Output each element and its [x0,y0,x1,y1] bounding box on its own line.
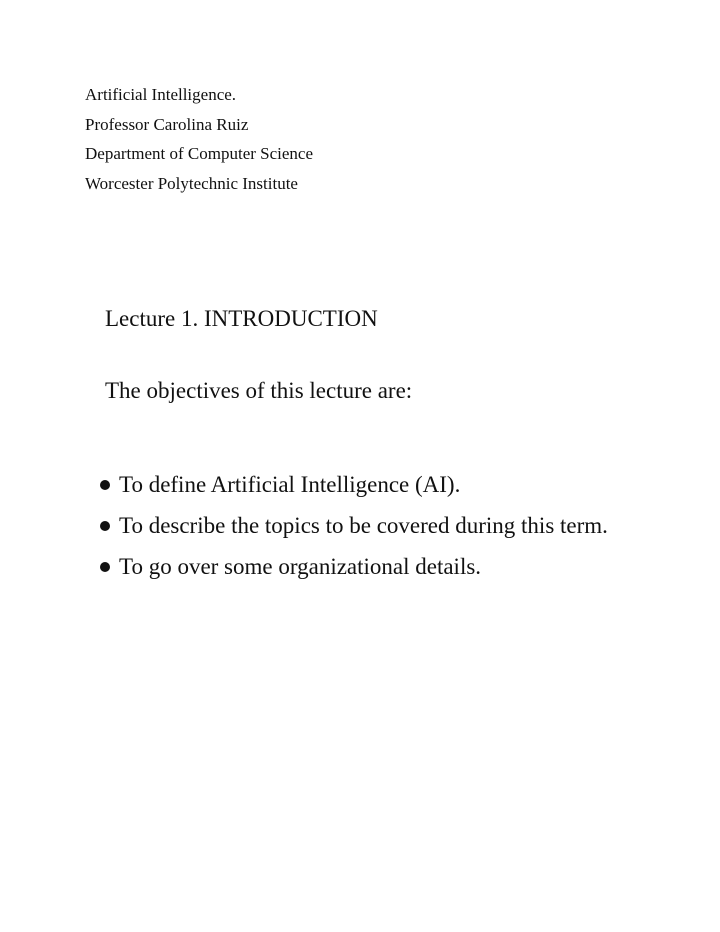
bullet-icon [100,562,110,572]
objective-item [100,546,608,587]
objective-text: To define Artificial Intelligence (AI). [119,472,461,497]
department-name: Department of Computer Science [85,144,314,163]
objective-text: To go over some organizational details. [119,554,482,579]
objectives-intro: The objectives of this lecture are: [105,378,413,403]
objective-item [100,464,608,505]
institute-name: Worcester Polytechnic Institute [85,173,298,193]
bullet-icon [100,521,110,531]
course-name: Artificial Intelligence. [85,85,237,104]
objectives-list [100,464,608,587]
bullet-icon [100,480,110,490]
header-block [85,80,685,198]
lecture-title: Lecture 1. INTRODUCTION [105,306,378,331]
professor-name: Professor Carolina Ruiz [85,114,249,134]
objective-item [100,505,608,546]
objective-text: To describe the topics to be covered during this term. [119,513,608,538]
